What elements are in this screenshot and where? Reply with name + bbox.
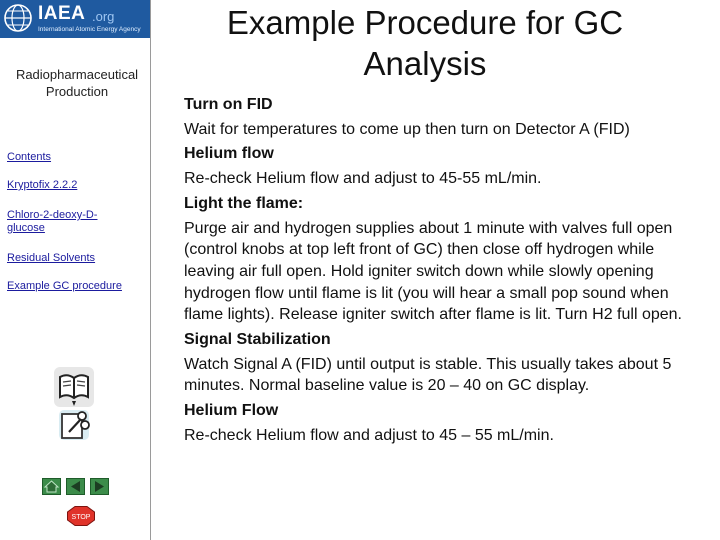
step-heading: Light the flame: (184, 194, 304, 212)
arrow-left-icon (67, 479, 84, 494)
logo-text: IAEA (38, 3, 86, 24)
book-icon[interactable] (52, 365, 96, 409)
sidebar (0, 0, 151, 540)
step-heading: Helium flow (184, 145, 274, 163)
step-text: Re-check Helium flow and adjust to 45 – 55 mL/min. (184, 426, 554, 444)
home-button[interactable] (42, 478, 61, 495)
logo-suffix: .org (92, 9, 115, 24)
stop-button[interactable] (67, 506, 95, 526)
nav-link-residual-solvents[interactable]: Residual Solvents (7, 252, 96, 264)
nav-link-contents[interactable]: Contents (7, 151, 52, 163)
stop-label: STOP (71, 514, 91, 521)
tools-icon[interactable] (55, 406, 97, 444)
arrow-right-icon (91, 479, 108, 494)
page-title: Example Procedure for GC Analysis (226, 4, 624, 82)
forward-button[interactable] (90, 478, 109, 495)
nav-link-kryptofix[interactable]: Kryptofix 2.2.2 (7, 179, 78, 191)
nav-link-example-gc-procedure[interactable]: Example GC procedure (7, 280, 122, 292)
step-text: Re-check Helium flow and adjust to 45-55 mL/min. (184, 170, 542, 188)
sidebar-title: Radiopharmaceutical Production (15, 67, 139, 99)
home-icon (43, 479, 60, 494)
step-heading: Signal Stabilization (184, 331, 331, 349)
logo-agency-name: International Atomic Energy Agency (38, 26, 141, 33)
step-text: Wait for temperatures to come up then turn on Detector A (FID) (184, 120, 630, 138)
globe-icon (3, 3, 33, 33)
step-text: Purge air and hydrogen supplies about 1 minute with valves full open (control knobs at top left front of GC) then close off hydrogen while leaving air full open. Hold igniter switch down while slowly opening hydrogen flow until flame is lit (you will hear a small pop sound when flame lights). Release igniter switch after flame is lit. Turn H2 full open. (184, 219, 682, 324)
nav-link-chloro-deoxy-glucose[interactable]: Chloro-2-deoxy-D-glucose (7, 209, 98, 234)
iaea-logo[interactable] (0, 0, 150, 38)
back-button[interactable] (66, 478, 85, 495)
step-heading: Turn on FID (184, 96, 273, 113)
step-text: Watch Signal A (FID) until output is stable. This usually takes about 5 minutes. Normal baseline value is 20 – 40 on GC display. (184, 355, 672, 395)
procedure-content (184, 94, 704, 450)
step-heading: Helium Flow (184, 402, 279, 420)
